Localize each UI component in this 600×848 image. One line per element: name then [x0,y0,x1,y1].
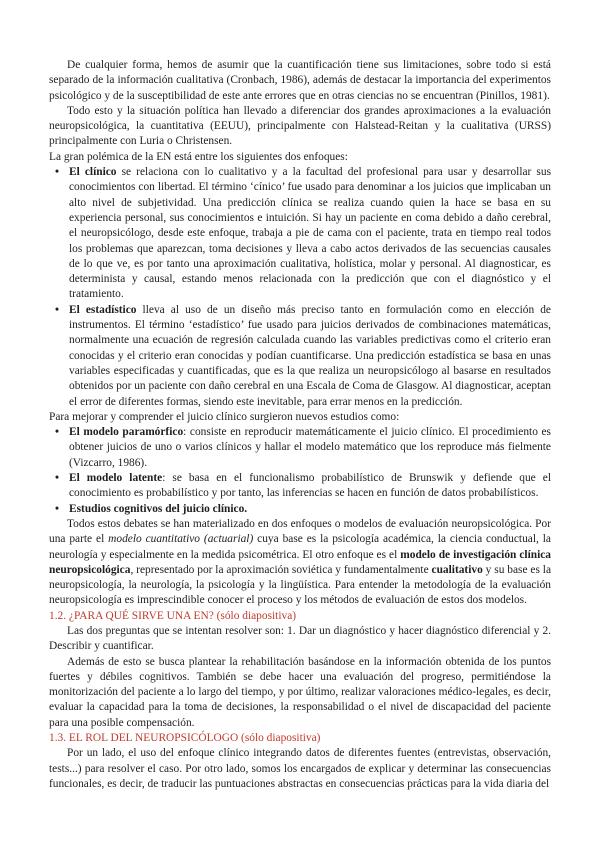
paragraph-modelos [49,517,551,609]
modelo-investigacion: modelo de investigación clínica neuropsicológica [49,548,551,576]
paragraph-preguntas: Las dos preguntas que se intentan resolver son: 1. Dar un diagnóstico y hacer diagnóstico diferencial y 2. Describir y cuantificar. [49,624,551,653]
text-paramorfico: : consiste en reproducir matemáticamente el juicio clínico. El procedimiento es obtener juicios de uno o varios clínicos y hallar el modelo matemático que los reproduce más fielmente (Vizcarro, 1986). [69,426,551,469]
list-item-cognitivos [55,502,551,517]
term-estadistico: El estadístico [69,303,137,316]
text-estadistico: lleva al uso de un diseño más preciso tanto en formulación como en elección de instrumentos. El término ‘estadístico’ fue usado para juicios derivados de combinaciones matemáticas, normalmente una ecuación de regresión calculada cuando las variables predictivas como el criterio eran conocidas y el criterio eran conocidas y podían cuantificarse. Una predicción estadística se basa en unas variables especificadas y cuantificadas, que es la que realiza un neuropsicólogo al basarse en resultados obtenidos por un paciente con daño cerebral en una Escala de Coma de Glasgow. Al diagnosticar, aceptan el error de diferentes formas, siendo este inevitable, para errar menos en la predicción. [69,303,551,408]
text-latente: : se basa en el funcionalismo probabilístico de Brunswik y defiende que el conocimiento es probabilístico y por tanto, las inferencias se hacen en función de datos probabilísticos. [69,472,551,500]
paragraph-rehabilitacion: Además de esto se busca plantear la rehabilitación basándose en la información obtenida de los puntos fuertes y débiles cognitivos. También se debe hacer una evaluación del progreso, permitiéndose la monitorización del paciente a lo largo del tiempo, y por último, realizar valoraciones médico-legales, es decir, evaluar la capacidad para la toma de decisiones, la responsabilidad o el nivel de discapacidad del paciente para una posible compensación. [49,655,551,729]
paragraph-rol: Por un lado, el uso del enfoque clínico integrando datos de diferentes fuentes (entrevistas, observación, tests...) para resolver el caso. Por otro lado, somos los encargados de explicar y determinar las consecuencias funcionales, es decir, de traducir las puntuaciones abstractas en consecuencias prácticas para la vida diaria del [49,747,551,790]
section-heading-1-2: 1.2. ¿PARA QUÉ SIRVE UNA EN? (sólo diapositiva) [49,609,297,622]
estudios-list [49,425,551,517]
paragraph-nuevos-estudios: Para mejorar y comprender el juicio clínico surgieron nuevos estudios como: [49,410,400,423]
modelos-text-e: , representado por la aproximación soviética y fundamentalmente [130,563,432,576]
term-latente: El modelo latente [69,472,163,485]
term-paramorfico: El modelo paramórfico [69,426,184,439]
section-heading-1-3: 1.3. EL ROL DEL NEUROPSICÓLOGO (sólo diapositiva) [49,732,321,745]
list-item-estadistico [55,303,551,410]
modelo-cuantitativo: modelo cuantitativo (actuarial) [108,533,254,546]
bullet-icon: • [55,303,59,316]
paragraph-cuantificacion: De cualquier forma, hemos de asumir que la cuantificación tiene sus limitaciones, sobre todo si está separado de la información cualitativa (Cronbach, 1986), además de destacar la importancia del experimentos psicológico y de la susceptibilidad de este ante errores que en otras ciencias no se encuentran (Pinillos, 1981). [49,59,551,102]
term-clinico: El clínico [69,166,117,179]
term-cualitativo: cualitativo [431,563,483,576]
enfoques-list [49,165,551,410]
modelos-text-g: y su base es la neuropsicología, la neurología, la psicología y la lingüística. Para entender la metodología de la evaluación neuropsicología es imprescindible conocer el proceso y los métodos de evaluación de estos dos modelos. [49,563,551,607]
term-cognitivos: Estudios cognitivos del juicio clínico. [69,502,248,515]
bullet-icon: • [55,166,59,179]
bullet-icon: • [55,502,59,515]
paragraph-polemica: La gran polémica de la EN está entre los siguientes dos enfoques: [49,150,348,163]
bullet-icon: • [55,426,59,439]
bullet-icon: • [55,472,59,485]
list-item-paramorfico [55,425,551,471]
paragraph-aproximaciones: Todo esto y la situación política han llevado a diferenciar dos grandes aproximaciones a la evaluación neuropsicológica, la cuantitativa (EEUU), principalmente con Halstead-Reitan y la cualitativa (URSS) principalmente con Luria o Christensen. [49,104,551,148]
modelos-text-c: cuya base es la psicología académica, la ciencia conductual, la neurología y especialmente en la medida psicométrica. El otro enfoque es el [49,533,551,561]
list-item-latente [55,471,551,502]
text-clinico: se relaciona con lo cualitativo y a la facultad del profesional para usar y desarrollar sus conocimientos con libertad. El término ‘cínico’ fue usado para denominar a los juicios que implicaban un alto nivel de subjetividad. Una predicción clínica se realiza cuando quien la hace se basa en su experiencia personal, sus conocimientos e intuición. Si hay un paciente en coma debido a daño cerebral, el neuropsicólogo, desde este enfoque, trabaja a pie de cama con el paciente, trata en tiempo real todos los problemas que aparezcan, toma decisiones y lleva a cabo actos derivados de las secuencias causales de lo que ve, es por tanto una aproximación cualitativa, holística, molar y personal. Al diagnosticar, es determinista y causal, estando menos relacionada con la predicción que con el diagnóstico y el tratamiento. [69,166,551,301]
list-item-clinico [55,165,551,303]
modelos-text-a: Todos estos debates se han materializado en dos enfoques o modelos de evaluación neuropsicológica. Por una parte el [49,517,551,546]
